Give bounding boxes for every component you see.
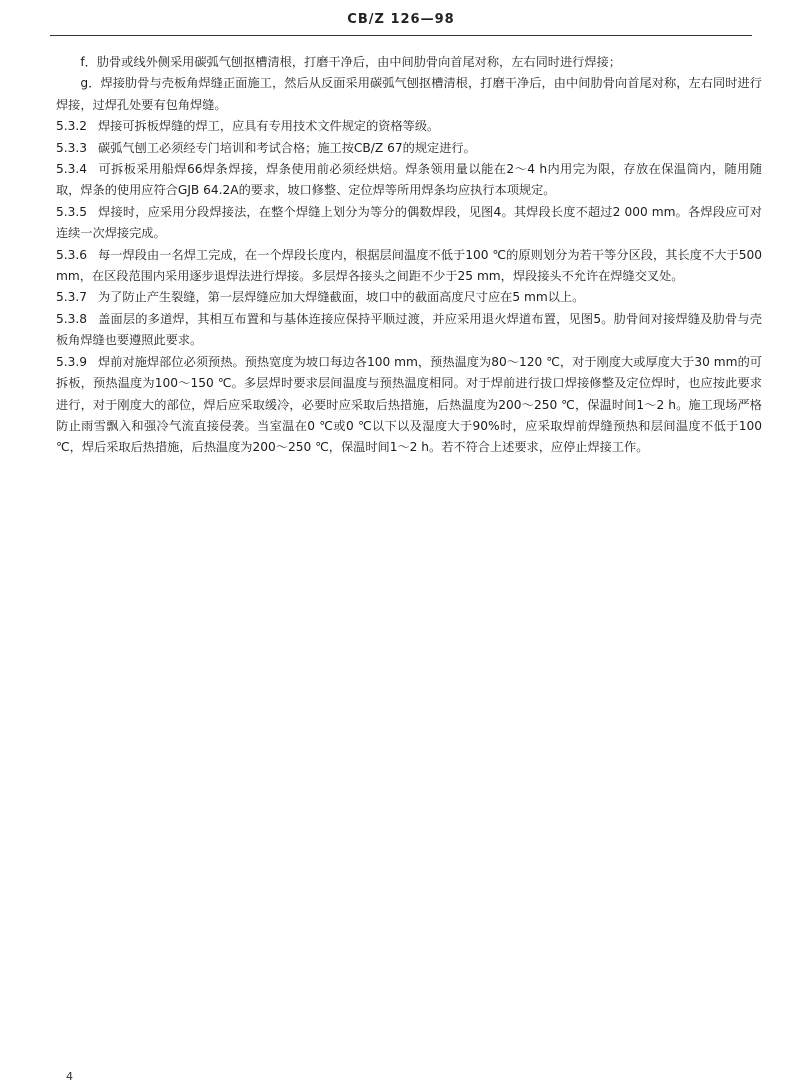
clause-number: 5.3.2 [56,119,88,134]
clause-number: 5.3.5 [56,204,88,219]
document-body [56,52,762,459]
paragraph-text: 焊接时，应采用分段焊接法，在整个焊缝上划分为等分的偶数焊段，见图4。其焊段长度不超过2 000 mm。各焊段应可对连续一次焊接完成。 [56,204,762,241]
clause-number: 5.3.7 [56,290,88,305]
clause-number: 5.3.9 [56,354,88,369]
clause-5-3-7 [56,287,762,308]
page-header-title: CB/Z 126—98 [347,12,455,27]
clause-5-3-6 [56,245,762,288]
clause-5-3-5 [56,202,762,245]
clause-5-3-3 [56,138,762,159]
paragraph-text: 盖面层的多道焊，其相互布置和与基体连接应保持平顺过渡，并应采用退火焊道布置，见图5。肋骨间对接焊缝及肋骨与壳板角焊缝也要遵照此要求。 [56,311,762,348]
list-item-g [56,73,762,116]
paragraph-text: f．肋骨或线外侧采用碳弧气刨抠槽清根，打磨干净后，由中间肋骨向首尾对称，左右同时进行焊接； [80,55,621,69]
clause-5-3-9 [56,352,762,459]
clause-5-3-8 [56,309,762,352]
paragraph-text: 每一焊段由一名焊工完成，在一个焊段长度内，根据层间温度不低于100 ℃的原则划分为若干等分区段，其长度不大于500 mm，在区段范围内采用逐步退焊法进行焊接。多层焊各接头之间距不少于25 mm，焊段接头不允许在焊缝交叉处。 [56,247,762,284]
clause-number: 5.3.6 [56,247,88,262]
paragraph-text: 碳弧气刨工必须经专门培训和考试合格；施工按CB/Z 67的规定进行。 [97,140,476,155]
clause-5-3-4 [56,159,762,202]
paragraph-text: g．焊接肋骨与壳板角焊缝正面施工，然后从反面采用碳弧气刨抠槽清根，打磨干净后，由中间肋骨向首尾对称，左右同时进行焊接，过焊孔处要有包角焊缝。 [56,76,762,112]
page-number: 4 [66,1070,73,1083]
paragraph-text: 可拆板采用船焊66焊条焊接，焊条使用前必须经烘焙。焊条领用量以能在2～4 h内用完为限，存放在保温筒内，随用随取，焊条的使用应符合GJB 64.2A的要求，坡口修整、定位焊等所用焊条均应执行本项规定。 [56,162,762,198]
clause-5-3-2 [56,116,762,137]
clause-number: 5.3.3 [56,140,88,155]
clause-number: 5.3.4 [56,162,88,177]
paragraph-text: 焊前对施焊部位必须预热。预热宽度为坡口每边各100 mm，预热温度为80～120 ℃，对于刚度大或厚度大于30 mm的可拆板，预热温度为100～150 ℃。多层焊时要求层间温度与预热温度相同。对于焊前进行拔口焊接修整及定位焊时，也应按此要求进行，对于刚度大的部位，焊后应采取缓冷，必要时应采取后热措施，后热温度为200～250 ℃，保温时间1～2 h。施工现场严格防止雨雪飘入和强冷气流直接侵袭。当室温在0 ℃或0 ℃以下以及湿度大于90%时，应采取焊前焊缝预热和层间温度不低于100 ℃，焊后采取后热措施，后热温度为200～250 ℃，保温时间1～2 h。若不符合上述要求，应停止焊接工作。 [56,354,762,455]
header-divider [50,35,752,36]
paragraph-text: 为了防止产生裂缝，第一层焊缝应加大焊缝截面，坡口中的截面高度尺寸应在5 mm以上。 [97,290,585,305]
list-item-f [56,52,762,73]
paragraph-text: 焊接可拆板焊缝的焊工，应具有专用技术文件规定的资格等级。 [97,119,440,134]
clause-number: 5.3.8 [56,311,88,326]
